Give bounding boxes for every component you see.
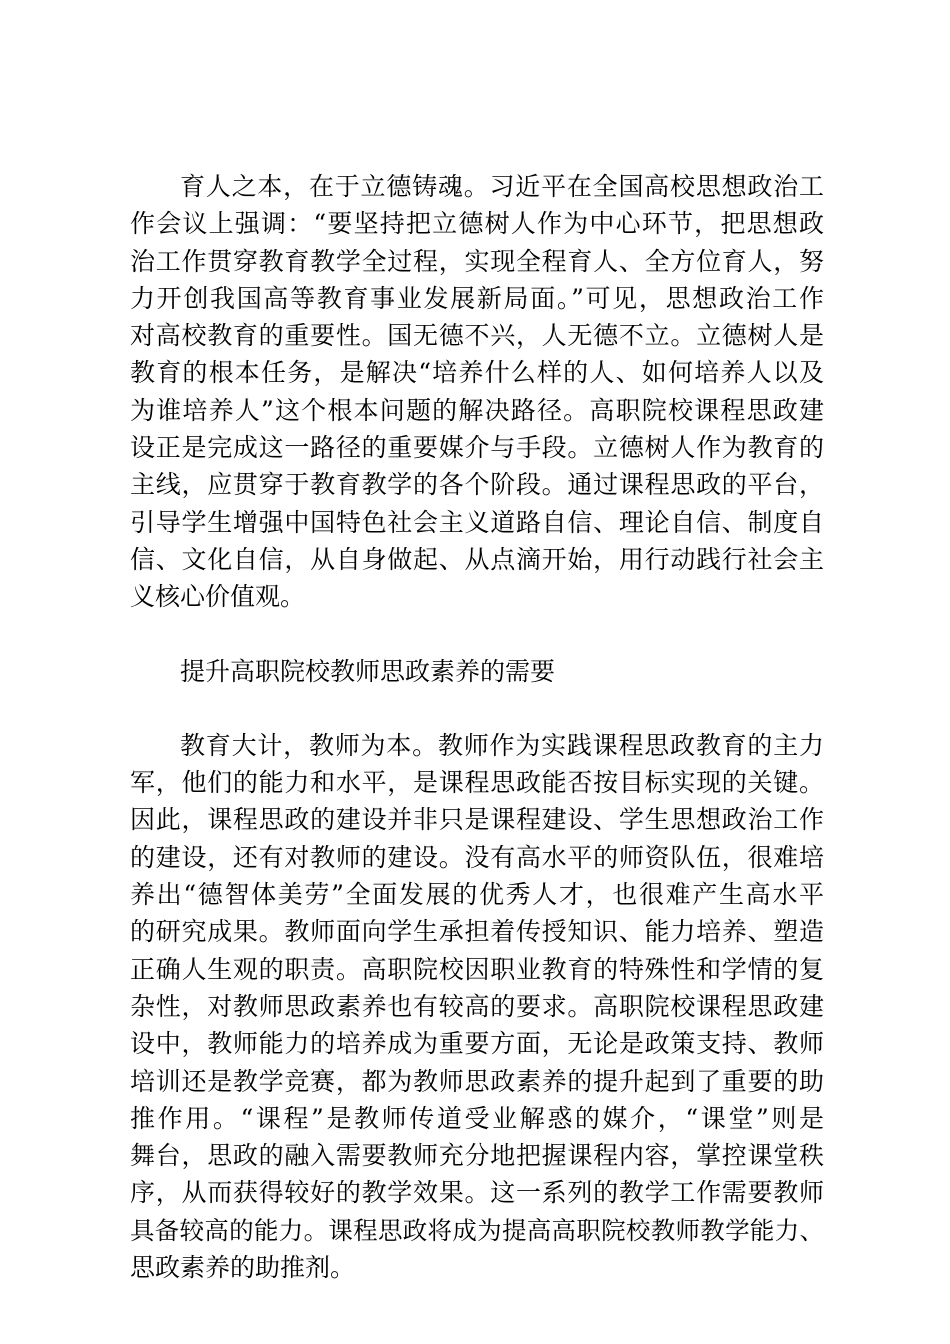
paragraph-line: 舞台，思政的融入需要教师充分地把握课程内容，掌控课堂秩: [130, 1141, 824, 1171]
paragraph-line: 教育大计，教师为本。教师作为实践课程思政教育的主力: [180, 730, 824, 760]
paragraph-line: 正确人生观的职责。高职院校因职业教育的特殊性和学情的复: [130, 954, 824, 984]
paragraph-line: 培训还是教学竞赛，都为教师思政素养的提升起到了重要的助: [130, 1066, 824, 1096]
paragraph-line: 主线，应贯穿于教育教学的各个阶段。通过课程思政的平台，: [130, 470, 824, 500]
paragraph-line: 义核心价值观。: [130, 582, 306, 612]
paragraph-line: 序，从而获得较好的教学效果。这一系列的教学工作需要教师: [130, 1178, 824, 1208]
paragraph-line: 设中，教师能力的培养成为重要方面，无论是政策支持、教师: [130, 1029, 824, 1059]
paragraph-line: 作会议上强调：“要坚持把立德树人作为中心环节，把思想政: [130, 209, 824, 239]
paragraph-line: 的研究成果。教师面向学生承担着传授知识、能力培养、塑造: [130, 917, 824, 947]
paragraph-2: [130, 727, 824, 1286]
paragraph-line: 育人之本，在于立德铸魂。习近平在全国高校思想政治工: [180, 172, 824, 201]
paragraph-line: 具备较高的能力。课程思政将成为提高高职院校教师教学能力、: [130, 1215, 824, 1245]
paragraph-line: 军，他们的能力和水平，是课程思政能否按目标实现的关键。: [130, 768, 824, 798]
paragraph-line: 为谁培养人”这个根本问题的解决路径。高职院校课程思政建: [130, 395, 824, 425]
section-heading: 提升高职院校教师思政素养的需要: [180, 656, 556, 686]
paragraph-line: 的建设，还有对教师的建设。没有高水平的师资队伍，很难培: [130, 842, 824, 872]
paragraph-line: 信、文化自信，从自身做起、从点滴开始，用行动践行社会主: [130, 544, 824, 574]
spacer: [130, 616, 824, 653]
paragraph-line: 引导学生增强中国特色社会主义道路自信、理论自信、制度自: [130, 507, 824, 537]
paragraph-line: 治工作贯穿教育教学全过程，实现全程育人、全方位育人，努: [130, 246, 824, 276]
paragraph-line: 思政素养的助推剂。: [130, 1253, 356, 1283]
document-page: [130, 168, 824, 1286]
spacer: [130, 690, 824, 727]
paragraph-line: 杂性，对教师思政素养也有较高的要求。高职院校课程思政建: [130, 991, 824, 1021]
paragraph-line: 力开创我国高等教育事业发展新局面。”可见，思想政治工作: [130, 283, 824, 313]
paragraph-line: 养出“德智体美劳”全面发展的优秀人才，也很难产生高水平: [130, 880, 824, 910]
paragraph-line: 设正是完成这一路径的重要媒介与手段。立德树人作为教育的: [130, 433, 824, 463]
paragraph-1: [130, 168, 824, 616]
paragraph-line: 因此，课程思政的建设并非只是课程建设、学生思想政治工作: [130, 805, 824, 835]
paragraph-line: 推作用。“课程”是教师传道受业解惑的媒介，“课堂”则是: [130, 1103, 824, 1133]
paragraph-line: 对高校教育的重要性。国无德不兴，人无德不立。立德树人是: [130, 321, 824, 351]
paragraph-line: 教育的根本任务，是解决“培养什么样的人、如何培养人以及: [130, 358, 824, 388]
